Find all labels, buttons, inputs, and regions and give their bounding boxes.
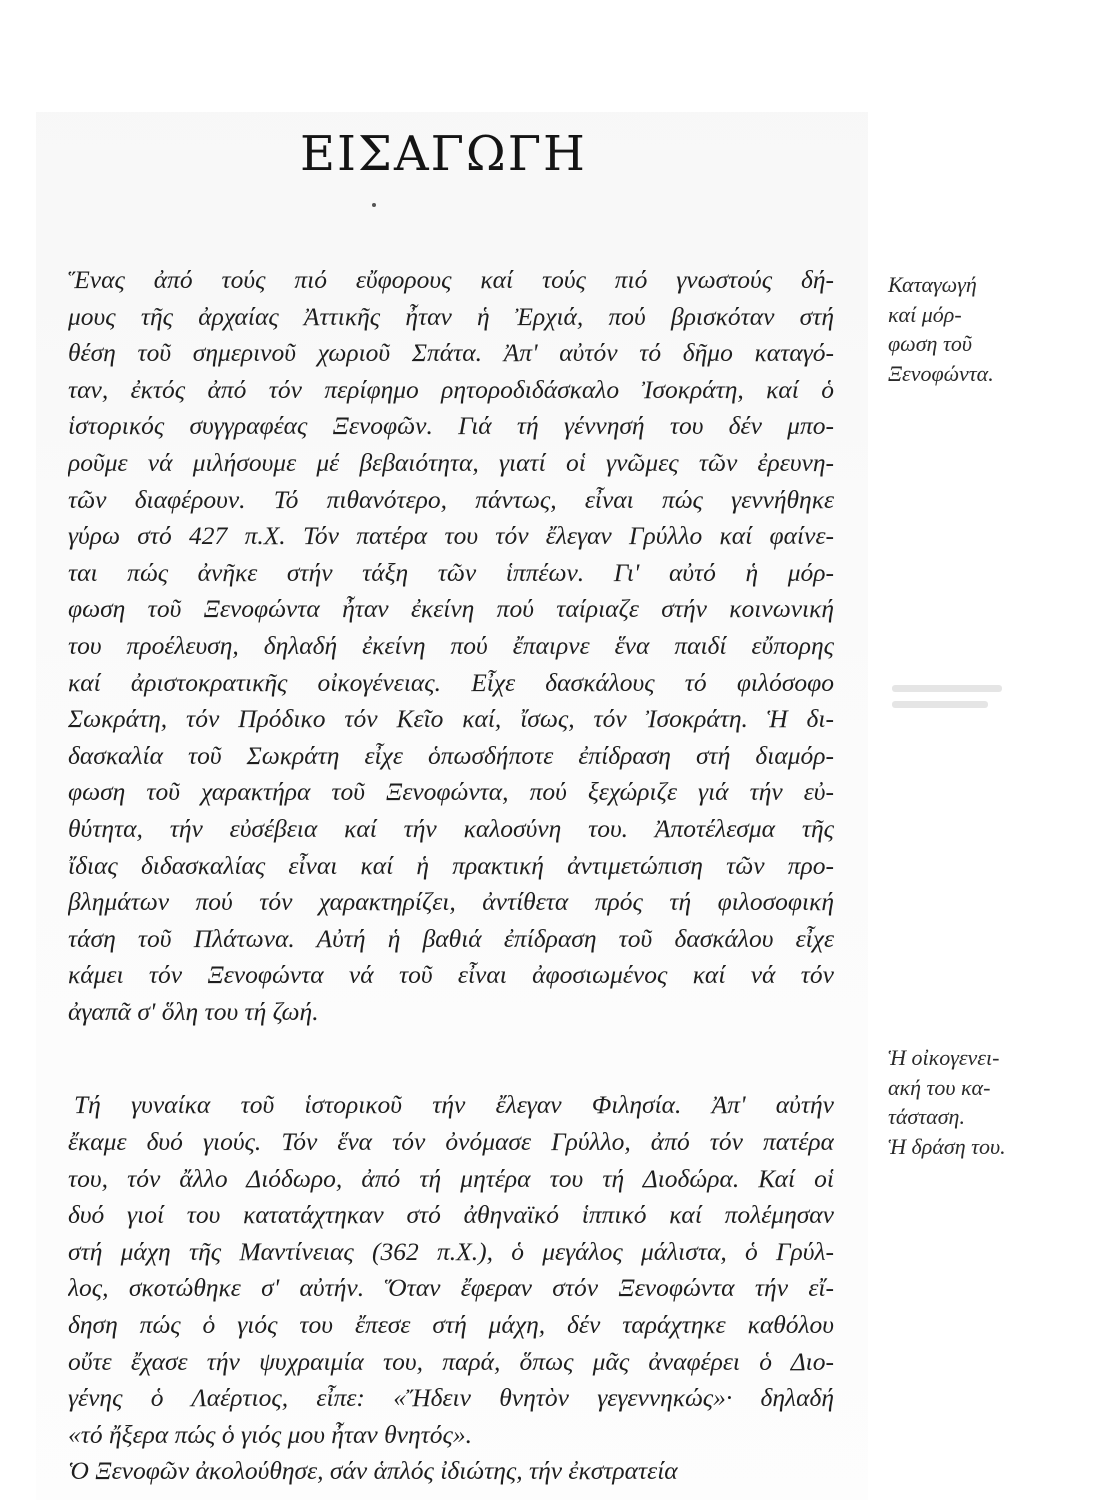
margin-note-family bbox=[888, 1043, 1006, 1161]
text-line: δασκαλία τοῦ Σωκράτη εἶχε ὁπωσδήποτε ἐπίδραση στή διαμόρ- bbox=[68, 740, 834, 770]
chapter-title: ΕΙΣΑΓΩΓΗ bbox=[300, 126, 587, 182]
text-line: Ὁ Ξενοφῶν ἀκολούθησε, σάν ἁπλός ἰδιώτης, τήν ἐκστρατεία bbox=[68, 1456, 678, 1486]
text-line: στή μάχη τῆς Μαντίνειας (362 π.Χ.), ὁ μεγάλος μάλιστα, ὁ Γρύλ- bbox=[68, 1236, 834, 1266]
text-line: «τό ἤξερα πώς ὁ γιός μου ἦταν θνητός». bbox=[68, 1419, 472, 1449]
margin-note-line: τάσταση. bbox=[888, 1104, 965, 1129]
text-line: καί ἀριστοκρατικῆς οἰκογένειας. Εἶχε δασκάλους τό φιλόσοφο bbox=[68, 667, 834, 697]
text-line: κάμει τόν Ξενοφώντα νά τοῦ εἶναι ἀφοσιωμένος καί νά τόν bbox=[68, 960, 834, 990]
text-line: θέση τοῦ σημερινοῦ χωριοῦ Σπάτα. Ἀπ' αὐτόν τό δῆμο καταγό- bbox=[68, 338, 834, 368]
bleed-through-mark bbox=[892, 701, 988, 708]
text-line: Τή γυναίκα τοῦ ἱστορικοῦ τήν ἔλεγαν Φιλησία. Ἀπ' αὐτήν bbox=[74, 1090, 834, 1120]
text-line: τάση τοῦ Πλάτωνα. Αὐτή ἡ βαθιά ἐπίδραση τοῦ δασκάλου εἶχε bbox=[68, 923, 834, 953]
margin-note-line: φωση τοῦ bbox=[888, 331, 972, 356]
text-line: φωση τοῦ χαρακτήρα τοῦ Ξενοφώντα, πού ξεχώριζε γιά τήν εὐ- bbox=[68, 777, 834, 807]
text-line: γύρω στό 427 π.Χ. Τόν πατέρα του τόν ἔλεγαν Γρύλλο καί φαίνε- bbox=[68, 521, 834, 551]
main-text bbox=[68, 262, 834, 1490]
ink-speck bbox=[372, 203, 376, 207]
margin-note-origin bbox=[888, 270, 994, 388]
text-line: ἱστορικός συγγραφέας Ξενοφῶν. Γιά τή γέννησή του δέν μπο- bbox=[68, 411, 834, 441]
bleed-through-mark bbox=[892, 685, 1002, 692]
text-line: ἀγαπᾶ σ' ὅλη του τή ζωή. bbox=[68, 996, 319, 1026]
text-line: μους τῆς ἀρχαίας Ἀττικῆς ἦταν ἡ Ἐρχιά, πού βρισκόταν στή bbox=[68, 301, 834, 331]
text-line: γένης ὁ Λαέρτιος, εἶπε: «Ἤδειν θνητὸν γεγεννηκώς»· δηλαδή bbox=[68, 1383, 834, 1413]
margin-note-line: Ἡ οἰκογενει- bbox=[888, 1045, 1000, 1070]
text-line: ροῦμε νά μιλήσουμε μέ βεβαιότητα, γιατί οἱ γνῶμες τῶν ἐρευνη- bbox=[68, 447, 834, 477]
text-line: του, τόν ἄλλο Διόδωρο, ἀπό τή μητέρα του τή Διοδώρα. Καί οἱ bbox=[68, 1163, 834, 1193]
text-line: ταν, ἐκτός ἀπό τόν περίφημο ρητοροδιδάσκαλο Ἰσοκράτη, καί ὁ bbox=[68, 374, 834, 404]
text-line: βλημάτων πού τόν χαρακτηρίζει, ἀντίθετα πρός τή φιλοσοφική bbox=[68, 887, 834, 917]
text-line: λος, σκοτώθηκε σ' αὐτήν. Ὅταν ἔφεραν στόν Ξενοφώντα τήν εἴ- bbox=[68, 1273, 834, 1303]
text-line: Ἕνας ἀπό τούς πιό εὔφορους καί τούς πιό γνωστούς δή- bbox=[68, 265, 834, 294]
text-line: ἴδιας διδασκαλίας εἶναι καί ἡ πρακτική ἀντιμετώπιση τῶν προ- bbox=[68, 850, 834, 880]
margin-note-line: Καταγωγή bbox=[888, 272, 977, 297]
text-line: φωση τοῦ Ξενοφώντα ἦταν ἐκείνη πού ταίριαζε στήν κοινωνική bbox=[68, 594, 834, 624]
text-line: ται πώς ἀνῆκε στήν τάξη τῶν ἱππέων. Γι' αὐτό ἡ μόρ- bbox=[68, 557, 834, 587]
text-line: οὔτε ἔχασε τήν ψυχραιμία του, παρά, ὅπως μᾶς ἀναφέρει ὁ Διο- bbox=[68, 1346, 834, 1376]
text-line: του προέλευση, δηλαδή ἐκείνη πού ἔπαιρνε ἕνα παιδί εὔπορης bbox=[68, 630, 834, 660]
text-line: Σωκράτη, τόν Πρόδικο τόν Κεῖο καί, ἴσως, τόν Ἰσοκράτη. Ἡ δι- bbox=[68, 704, 834, 734]
bleed-through-note bbox=[892, 676, 1002, 717]
paragraph-gap bbox=[68, 1030, 834, 1087]
margin-note-line: ακή του κα- bbox=[888, 1074, 991, 1100]
text-line: ἔκαμε δυό γιούς. Τόν ἕνα τόν ὀνόμασε Γρύλλο, ἀπό τόν πατέρα bbox=[68, 1127, 834, 1157]
text-line: θύτητα, τήν εὐσέβεια καί τήν καλοσύνη του. Ἀποτέλεσμα τῆς bbox=[68, 813, 834, 843]
text-line: δηση πώς ὁ γιός του ἔπεσε στή μάχη, δέν ταράχτηκε καθόλου bbox=[68, 1310, 834, 1340]
margin-note-line: καί μόρ- bbox=[888, 301, 962, 327]
margin-note-line: Ξενοφώντα. bbox=[888, 360, 994, 386]
text-line: δυό γιοί του κατατάχτηκαν στό ἀθηναϊκό ἱππικό καί πολέμησαν bbox=[68, 1200, 834, 1230]
margin-note-line: Ἡ δράση του. bbox=[888, 1133, 1006, 1159]
text-line: τῶν διαφέρουν. Τό πιθανότερο, πάντως, εἶναι πώς γεννήθηκε bbox=[68, 484, 834, 514]
